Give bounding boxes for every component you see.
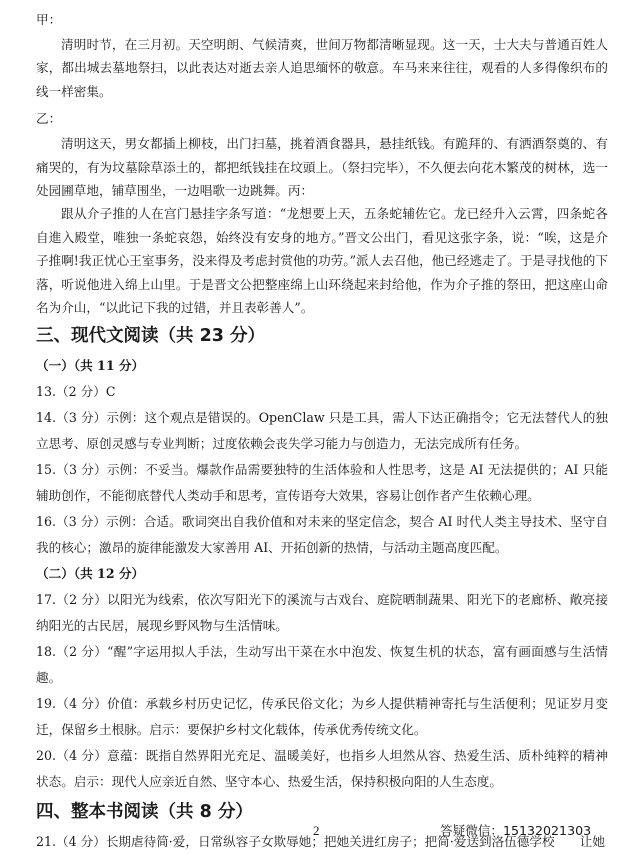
subsection-heading-1: （一）（共 11 分） (36, 358, 145, 374)
passage-jia-text: 清明时节，在三月初。天空明朗、气候清爽，世间万物都清晰显现。这一天，士大夫与普通百姓人家，都出城去墓地祭扫，以此表达对逝去亲人追思缅怀的敬意。车马来来往往，观看的人多得像织布的线一样密集。 (36, 37, 608, 99)
answer-item: 16.（3 分）示例：合适。歌词突出自我价值和对未来的坚定信念，契合 AI 时代人类主导技术、坚守自我的核心；激昂的旋律能激发大家善用 AI、开拓创新的热情，与活动主题高度匹配。 (36, 514, 608, 556)
answer-item: 13.（2 分）C (36, 384, 116, 400)
page-number: 2 (313, 823, 320, 838)
answer-item: 18.（2 分）“醒”字运用拟人手法，生动写出干菜在水中泡发、恢复生机的状态，富有画面感与生活情趣。 (36, 644, 608, 686)
contact-info: 答疑微信：15132021303 (440, 823, 592, 838)
answer-item: 14.（3 分）示例：这个观点是错误的。OpenClaw 只是工具，需人下达正确指令；它无法替代人的独立思考、原创灵感与专业判断；过度依赖会丧失学习能力与创造力，无法完成所有任务。 (36, 410, 608, 452)
page-footer (0, 818, 632, 844)
passage-jia-label: 甲： (36, 12, 62, 27)
section-heading-modern-reading: 三、现代文阅读（共 23 分） (36, 326, 266, 347)
answer-item: 19.（4 分）价值：承载乡村历史记忆，传承民俗文化；为乡人提供精神寄托与生活便利；见证岁月变迁，保留乡土根脉。启示：要保护乡村文化载体，传承优秀传统文化。 (36, 696, 608, 738)
answer-item: 20.（4 分）意蕴：既指自然界阳光充足、温暖美好，也指乡人坦然从容、热爱生活、质朴纯粹的精神状态。启示：现代人应亲近自然、坚守本心、热爱生活，保持积极向阳的人生态度。 (36, 748, 608, 790)
passage-yi-label: 乙： (36, 111, 62, 127)
answer-item: 15.（3 分）示例：不妥当。爆款作品需要独特的生活体验和人性思考，这是 AI 无法提供的；AI 只能辅助创作，不能彻底替代人类动手和思考，宣传语夸大效果，容易让创作者产生依赖心理。 (36, 462, 608, 504)
answer-item: 17.（2 分）以阳光为线索，依次写阳光下的溪流与古戏台、庭院晒制蔬果、阳光下的老廊桥、敞亮接纳阳光的古民居，展现乡野风物与生活情味。 (36, 592, 608, 634)
subsection-heading-2: （二）（共 12 分） (36, 566, 145, 582)
document-page (36, 8, 608, 855)
passage-yi-text: 清明这天，男女都插上柳枝，出门扫墓，挑着酒食器具，悬挂纸钱。有跪拜的、有洒酒祭奠的、有痛哭的，有为坟墓除草添土的，都把纸钱挂在坟頭上。（祭扫完毕），不久便去向花木繁茂的树林，选一处园圃草地，铺草围坐，一边唱歌一边跳舞。丙： (36, 136, 608, 199)
section-heading-whole-book-reading: 四、整本书阅读（共 8 分） (36, 802, 253, 823)
answer-item: 21.（4 分）长期虐待简·爱，日常纵容子女欺辱她；把她关进红房子；把简·爱送到洛伍德学校 让她 (36, 834, 605, 850)
passage-bing-text: 跟从介子推的人在宫门悬挂字条写道：“龙想要上天，五条蛇辅佐它。龙已经升入云霄，四条蛇各自進入殿堂，唯独一条蛇哀怨，始终没有安身的地方。”晋文公出门，看见这张字条，说：“唉，这是介子推啊!我正忧心王室事务，没来得及考虑封赏他的功劳。”派人去召他，他已经逃走了。于是寻找他的下落，听说他进入绵上山里。于是晋文公把整座绵上山环绕起来封给他，作为介子推的祭田，把这座山命名为介山，“以此记下我的过错，并且表彰善人”。 (36, 206, 608, 316)
